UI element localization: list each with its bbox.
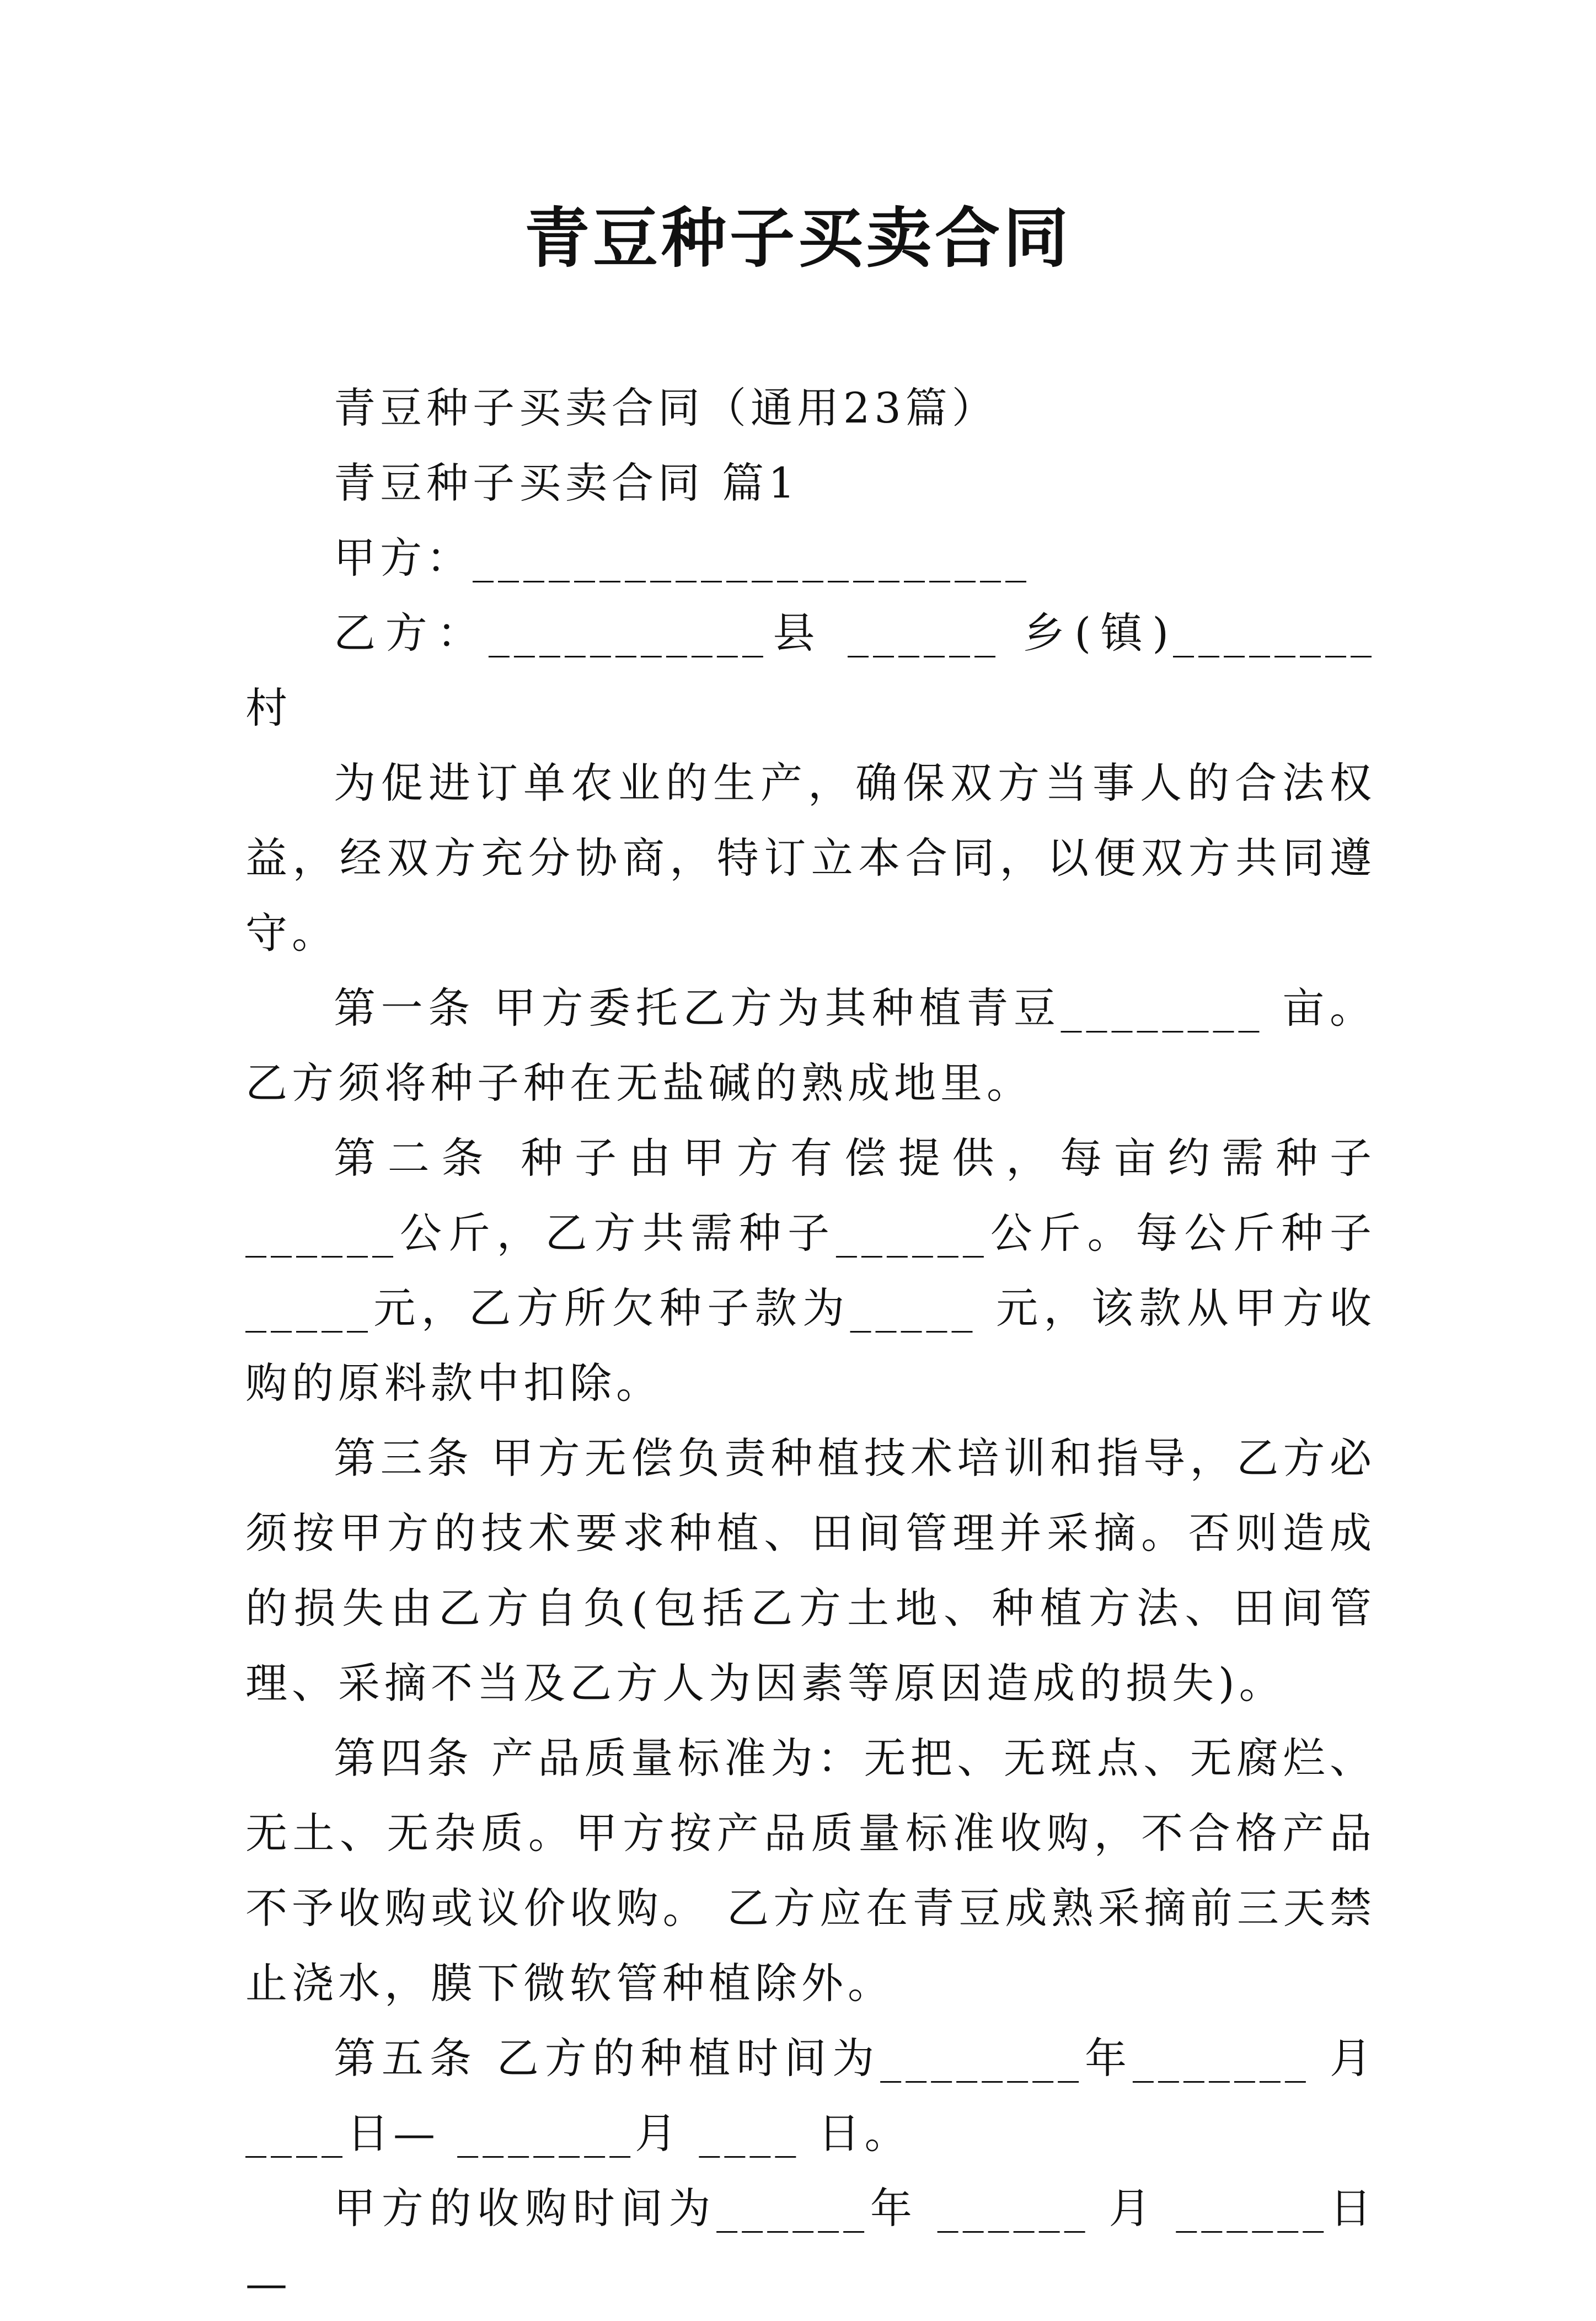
paragraph-article-3: 第三条 甲方无偿负责种植技术培训和指导，乙方必须按甲方的技术要求种植、田间管理并采摘。否则造成的损失由乙方自负(包括乙方土地、种植方法、田间管理、采摘不当及乙方人为因素等原因造成的损失)。 [245, 1434, 1376, 1708]
paragraph-party-a: 甲方：______________________ [334, 533, 1031, 582]
paragraph-preamble: 为促进订单农业的生产，确保双方当事人的合法权益，经双方充分协商，特订立本合同，以便双方共同遵守。 [245, 758, 1376, 958]
paragraph-article-2: 第二条 种子由甲方有偿提供，每亩约需种子______公斤，乙方共需种子______公斤。每公斤种子 _____元，乙方所欠种子款为_____ 元，该款从甲方收购的原料款中扣除。 [245, 1133, 1376, 1408]
paragraph-article-1: 第一条 甲方委托乙方为其种植青豆________ 亩。乙方须将种子种在无盐碱的熟成地里。 [245, 983, 1376, 1108]
document-title: 青豆种子买卖合同 [524, 200, 1072, 276]
paragraph-article-4: 第四条 产品质量标准为：无把、无斑点、无腐烂、无土、无杂质。甲方按产品质量标准收购，不合格产品不予收购或议价收购。 乙方应在青豆成熟采摘前三天禁止浇水，膜下微软管种植除外。 [245, 1734, 1376, 2008]
paragraph-article-5: 第五条 乙方的种植时间为________年_______ 月____日— _______月 ____ 日。 [245, 2034, 1376, 2158]
document-body [245, 371, 1376, 2321]
paragraph-subtitle: 青豆种子买卖合同（通用23篇） [334, 383, 998, 432]
paragraph-party-b: 乙方：___________县 ______ 乡(镇)________ 村 [245, 608, 1376, 732]
paragraph-section-heading: 青豆种子买卖合同 篇1 [334, 458, 800, 507]
paragraph-purchase-time: 甲方的收购时间为______年 ______ 月 ______日— [245, 2184, 1376, 2308]
